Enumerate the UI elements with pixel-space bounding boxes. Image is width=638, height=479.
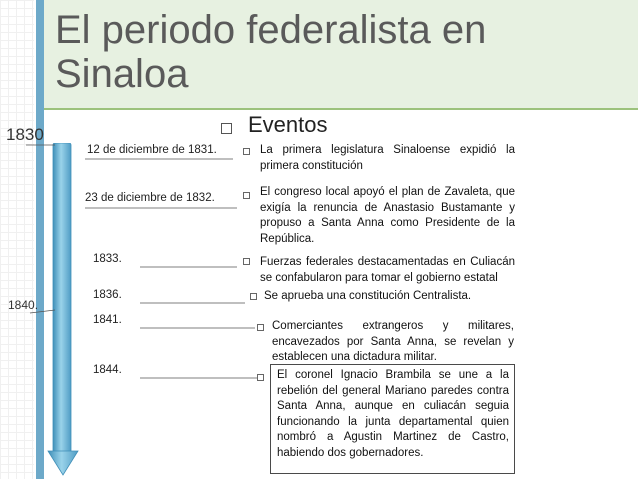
event-date: 1841. — [93, 314, 122, 326]
bullet-icon — [243, 192, 250, 199]
bullet-icon — [257, 324, 264, 331]
event-text: Se aprueba una constitución Centralista. — [264, 290, 472, 302]
event-text: El congreso local apoyó el plan de Zavaleta, que exigía la renuncia de Anastasio Bustamante y propuso a Santa Anna como Presidente de la República. — [260, 186, 515, 245]
bullet-icon — [243, 258, 250, 265]
event-date: 1844. — [93, 364, 122, 376]
connector-1840 — [30, 310, 55, 313]
event-date: 1836. — [93, 289, 122, 301]
event-date: 12 de diciembre de 1831. — [87, 144, 217, 156]
timeline-year-mid: 1840. — [8, 298, 39, 312]
event-text: El coronel Ignacio Brambila se une a la rebelión del general Mariano paredes contra Santa Anna, aunque en culiacán seguia funcionando la junta departamental quien nombró a Agustin Martinez de Castro, habiendo dos gobernadores. — [277, 369, 509, 459]
bullet-icon — [243, 148, 250, 155]
timeline-year-start: 1830 — [6, 125, 44, 144]
bullet-icon — [250, 293, 257, 300]
event-text: Fuerzas federales destacamentadas en Culiacán se confabularon para tomar el gobierno estatal — [260, 256, 515, 284]
event-text: Comerciantes extrangeros y militares, encavezados por Santa Anna, se revelan y establecen una dictadura militar. — [272, 320, 514, 363]
event-date: 1833. — [93, 253, 122, 265]
bullet-icon — [257, 374, 264, 381]
heading-bullet-icon — [221, 123, 232, 134]
event-text: La primera legislatura Sinaloense expidió la primera constitución — [260, 144, 515, 172]
page-title: El periodo federalista en Sinaloa — [55, 8, 487, 96]
events-heading: Eventos — [248, 112, 328, 137]
event-date: 23 de diciembre de 1832. — [85, 192, 215, 204]
